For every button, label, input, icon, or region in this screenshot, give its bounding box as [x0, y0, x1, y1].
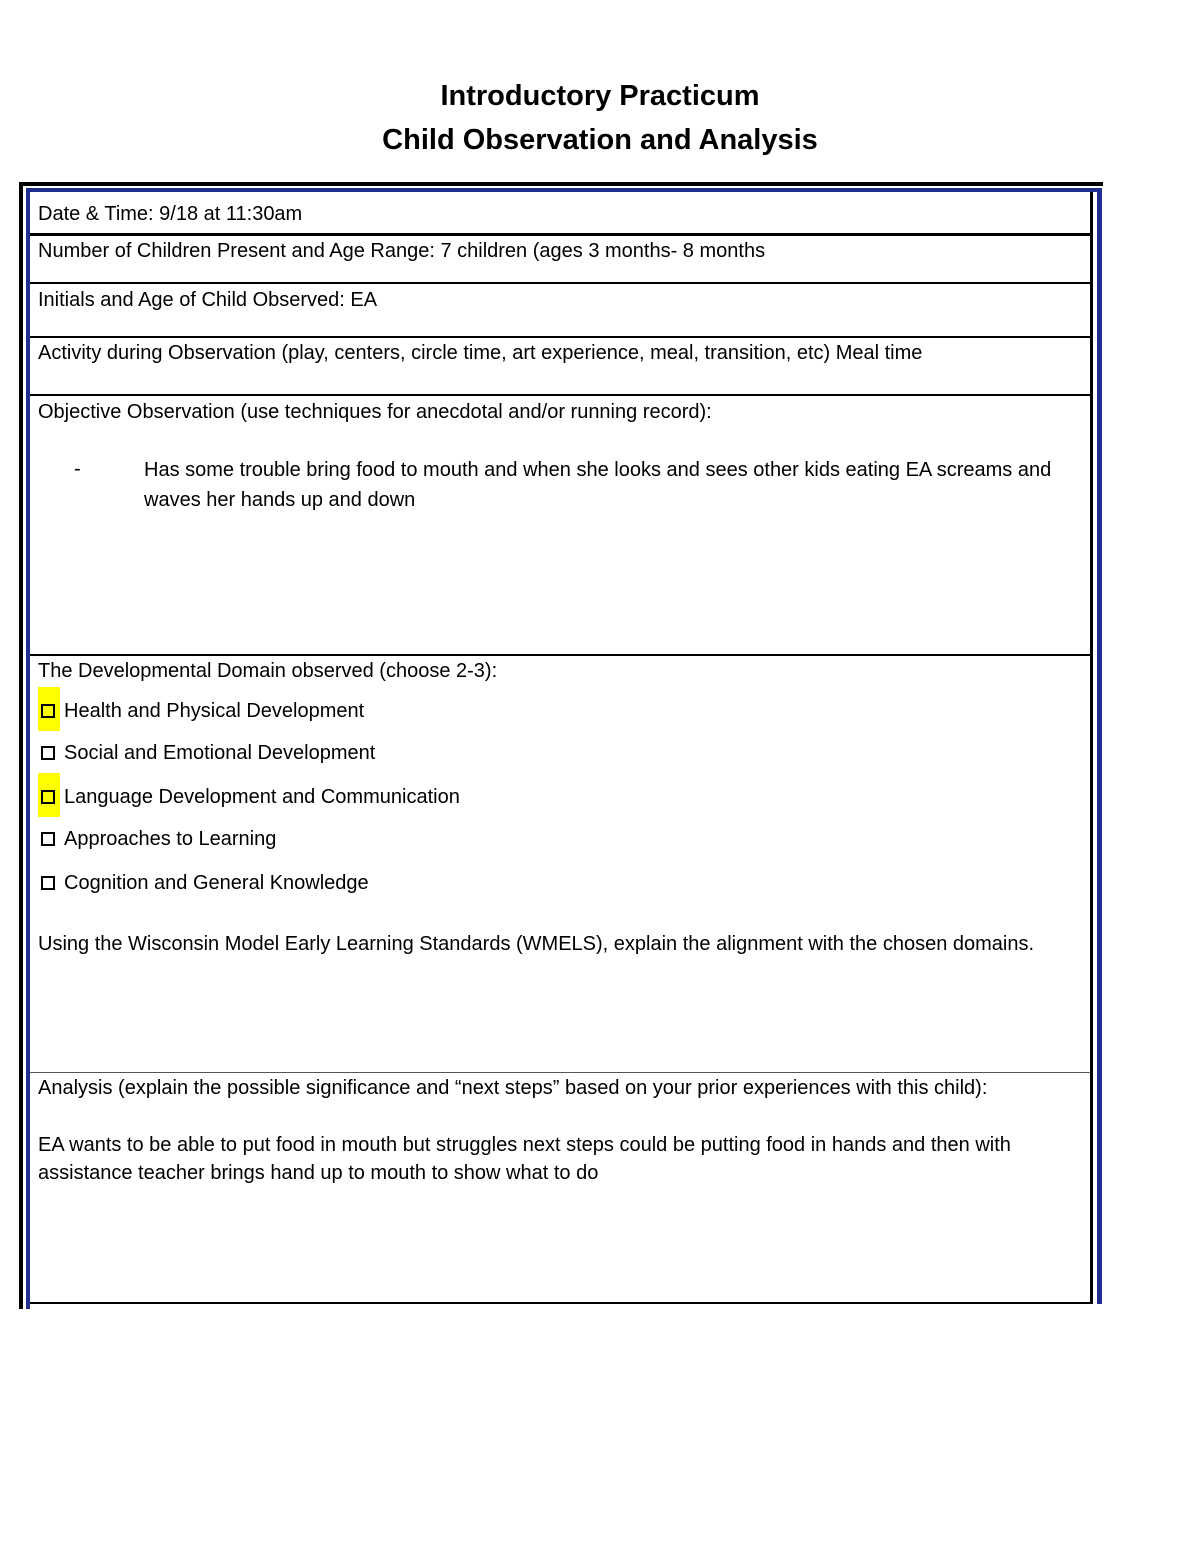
domain-heading: The Developmental Domain observed (choose 2-3): — [38, 660, 498, 682]
objective-observation-row — [30, 396, 1090, 656]
form-frame-black-right — [1090, 192, 1093, 1304]
checkbox-highlight — [38, 773, 60, 817]
initials-age-text: Initials and Age of Child Observed: EA — [38, 289, 378, 311]
domain-item-health[interactable] — [38, 697, 364, 725]
checkbox-wrap — [38, 739, 60, 767]
domain-item-approaches[interactable] — [38, 825, 276, 853]
domain-item-language[interactable] — [38, 783, 460, 811]
checkbox-wrap — [38, 825, 60, 853]
checkbox-icon[interactable] — [41, 746, 55, 760]
activity-row — [30, 338, 1090, 396]
checkbox-icon[interactable] — [41, 704, 55, 718]
wmels-prompt: Using the Wisconsin Model Early Learning Standards (WMELS), explain the alignment with the chosen domains. — [38, 933, 1035, 955]
initials-age-row — [30, 284, 1090, 338]
date-time-row — [30, 194, 1090, 236]
date-time-text: Date & Time: 9/18 at 11:30am — [38, 203, 303, 225]
analysis-heading: Analysis (explain the possible significance and “next steps” based on your prior experiences with this child): — [38, 1077, 988, 1099]
document-title — [0, 74, 1200, 162]
domain-item-social[interactable] — [38, 739, 375, 767]
analysis-body: EA wants to be able to put food in mouth but struggles next steps could be putting food in hands and then with assistance teacher brings hand up to mouth to show what to do — [38, 1134, 1011, 1184]
checkbox-highlight — [38, 687, 60, 731]
domain-item-cognition[interactable] — [38, 869, 369, 897]
title-line-1: Introductory Practicum — [440, 80, 760, 112]
checkbox-icon[interactable] — [41, 832, 55, 846]
objective-heading: Objective Observation (use techniques for anecdotal and/or running record): — [38, 401, 712, 423]
domain-label-health: Health and Physical Development — [64, 700, 365, 722]
form-frame-blue-top — [26, 188, 1102, 192]
domain-label-cognition: Cognition and General Knowledge — [64, 872, 369, 894]
checkbox-icon[interactable] — [41, 876, 55, 890]
objective-bullet — [74, 455, 1074, 515]
checkbox-wrap — [38, 869, 60, 897]
form-frame-blue-right — [1097, 188, 1102, 1304]
domain-label-social: Social and Emotional Development — [64, 742, 376, 764]
children-present-row — [30, 236, 1090, 284]
domain-label-approaches: Approaches to Learning — [64, 828, 277, 850]
developmental-domain-row — [30, 656, 1090, 1073]
activity-text: Activity during Observation (play, centers, circle time, art experience, meal, transition, etc) Meal time — [38, 342, 923, 364]
checkbox-icon[interactable] — [41, 790, 55, 804]
analysis-row — [30, 1073, 1090, 1304]
objective-bullet-text: Has some trouble bring food to mouth and when she looks and sees other kids eating EA screams and waves her hands up and down — [144, 459, 1052, 511]
domain-label-language: Language Development and Communication — [64, 786, 460, 808]
bullet-dash: - — [74, 458, 81, 480]
title-line-2: Child Observation and Analysis — [382, 124, 818, 156]
children-present-text: Number of Children Present and Age Range: 7 children (ages 3 months- 8 months — [38, 240, 766, 262]
